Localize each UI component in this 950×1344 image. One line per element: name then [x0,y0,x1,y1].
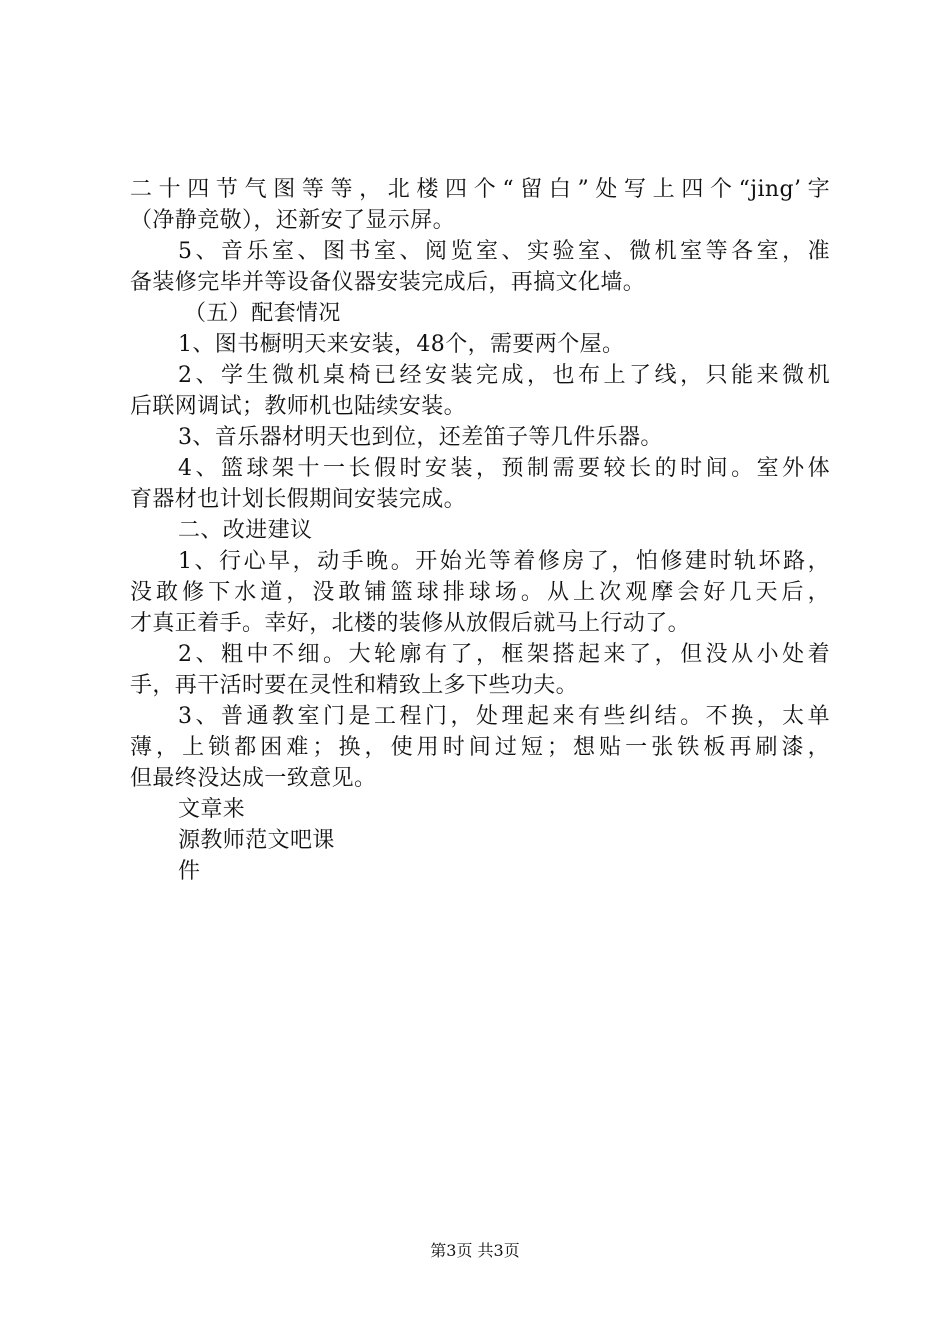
text-line: 3、音乐器材明天也到位，还差笛子等几件乐器。 [178,425,663,450]
source-note-line: 件 [178,859,201,884]
text-line: 备装修完毕并等设备仪器安装完成后，再搞文化墙。 [130,270,646,295]
text-line: 育器材也计划长假期间安装完成。 [130,487,467,512]
text-line: 薄，上锁都困难；换，使用时间过短；想贴一张铁板再刷漆， [130,735,830,760]
text-line: （净静竞敬），还新安了显示屏。 [130,208,456,233]
text-line: 二十四节气图等等，北楼四个“留白”处写上四个“jing’字 [130,177,830,202]
text-line: 才真正着手。幸好，北楼的装修从放假后就马上行动了。 [130,611,691,636]
text-line: 5、音乐室、图书室、阅览室、实验室、微机室等各室，准 [178,239,830,264]
text-line: 2、学生微机桌椅已经安装完成，也布上了线，只能来微机 [178,363,830,388]
source-note-line: 文章来 [178,797,246,822]
text-line: 手，再干活时要在灵性和精致上多下些功夫。 [130,673,579,698]
text-line: 2、粗中不细。大轮廓有了，框架搭起来了，但没从小处着 [178,642,830,667]
text-line: 但最终没达成一致意见。 [130,766,377,791]
text-line: 1、图书橱明天来安装，48个，需要两个屋。 [178,332,625,357]
source-note-line: 源教师范文吧课 [178,828,335,853]
page-footer: 第3页 共3页 [430,1241,520,1260]
section-heading: （五）配套情况 [184,301,341,326]
document-body [130,174,830,887]
text-line: 4、篮球架十一长假时安装，预制需要较长的时间。室外体 [178,456,830,481]
text-line: 3、普通教室门是工程门，处理起来有些纠结。不换，太单 [178,704,830,729]
text-line: 没敢修下水道，没敢铺篮球排球场。从上次观摩会好几天后， [130,580,830,605]
text-line: 后联网调试；教师机也陆续安装。 [130,394,467,419]
section-heading: 二、改进建议 [178,518,313,543]
text-line: 1、行心早，动手晚。开始光等着修房了，怕修建时轨坏路， [178,549,830,574]
